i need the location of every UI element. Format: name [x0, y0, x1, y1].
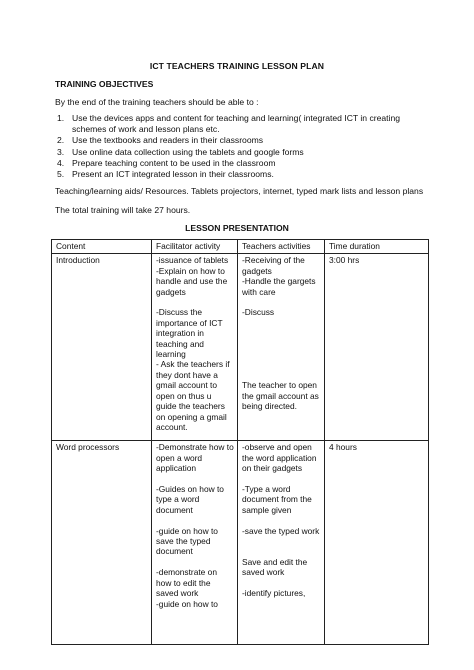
cell-facilitator: -issuance of tablets -Explain on how to handle and use the gadgets -Discuss the importance of ICT integration in teaching and learning - Ask the teachers if they dont have a gmail account to open on thus u guide the teachers on opening a gmail account.: [152, 254, 238, 441]
cell-content: Word processors: [52, 441, 152, 645]
cell-time: 4 hours: [325, 441, 429, 645]
cell-teachers: -Receiving of the gadgets -Handle the gargets with care -Discuss The teacher to open the gmail account as being directed.: [238, 254, 325, 441]
cell-time: 3:00 hrs: [325, 254, 429, 441]
table-row: [52, 441, 429, 645]
table-row: [52, 254, 429, 441]
cell-teachers: -observe and open the word application on their gadgets -Type a word document from the sample given -save the typed work Save and edit the saved work -identify pictures,: [238, 441, 325, 645]
objective-item: 2. Use the textbooks and readers in their classrooms: [57, 135, 264, 146]
lesson-presentation-heading: LESSON PRESENTATION: [185, 223, 289, 233]
header-facilitator: Facilitator activity: [152, 240, 238, 254]
objectives-list: [55, 113, 425, 180]
header-content: Content: [52, 240, 152, 254]
cell-facilitator: -Demonstrate how to open a word application -Guides on how to type a word document -guide on how to save the typed document -demonstrate on how to edit the saved work -guide on how to: [152, 441, 238, 645]
objective-item: 5. Present an ICT integrated lesson in their classrooms.: [57, 169, 274, 180]
aids-text: Teaching/learning aids/ Resources. Tablets projectors, internet, typed mark lists and lesson plans: [55, 186, 424, 196]
header-time: Time duration: [325, 240, 429, 254]
intro-text: By the end of the training teachers should be able to :: [55, 97, 259, 107]
cell-content: Introduction: [52, 254, 152, 441]
objective-item: 3. Use online data collection using the tablets and google forms: [57, 146, 304, 157]
duration-note: The total training will take 27 hours.: [55, 205, 191, 215]
document-title: ICT TEACHERS TRAINING LESSON PLAN: [149, 61, 325, 71]
objectives-heading: TRAINING OBJECTIVES: [55, 79, 154, 89]
objective-item: 1. Use the devices apps and content for teaching and learning( integrated ICT in creating schemes of work and lesson plans etc.: [57, 113, 401, 135]
objective-item: 4. Prepare teaching content to be used in the classroom: [57, 157, 276, 168]
lesson-table: [51, 239, 429, 645]
table-header-row: [52, 240, 429, 254]
header-teachers: Teachers activities: [238, 240, 325, 254]
